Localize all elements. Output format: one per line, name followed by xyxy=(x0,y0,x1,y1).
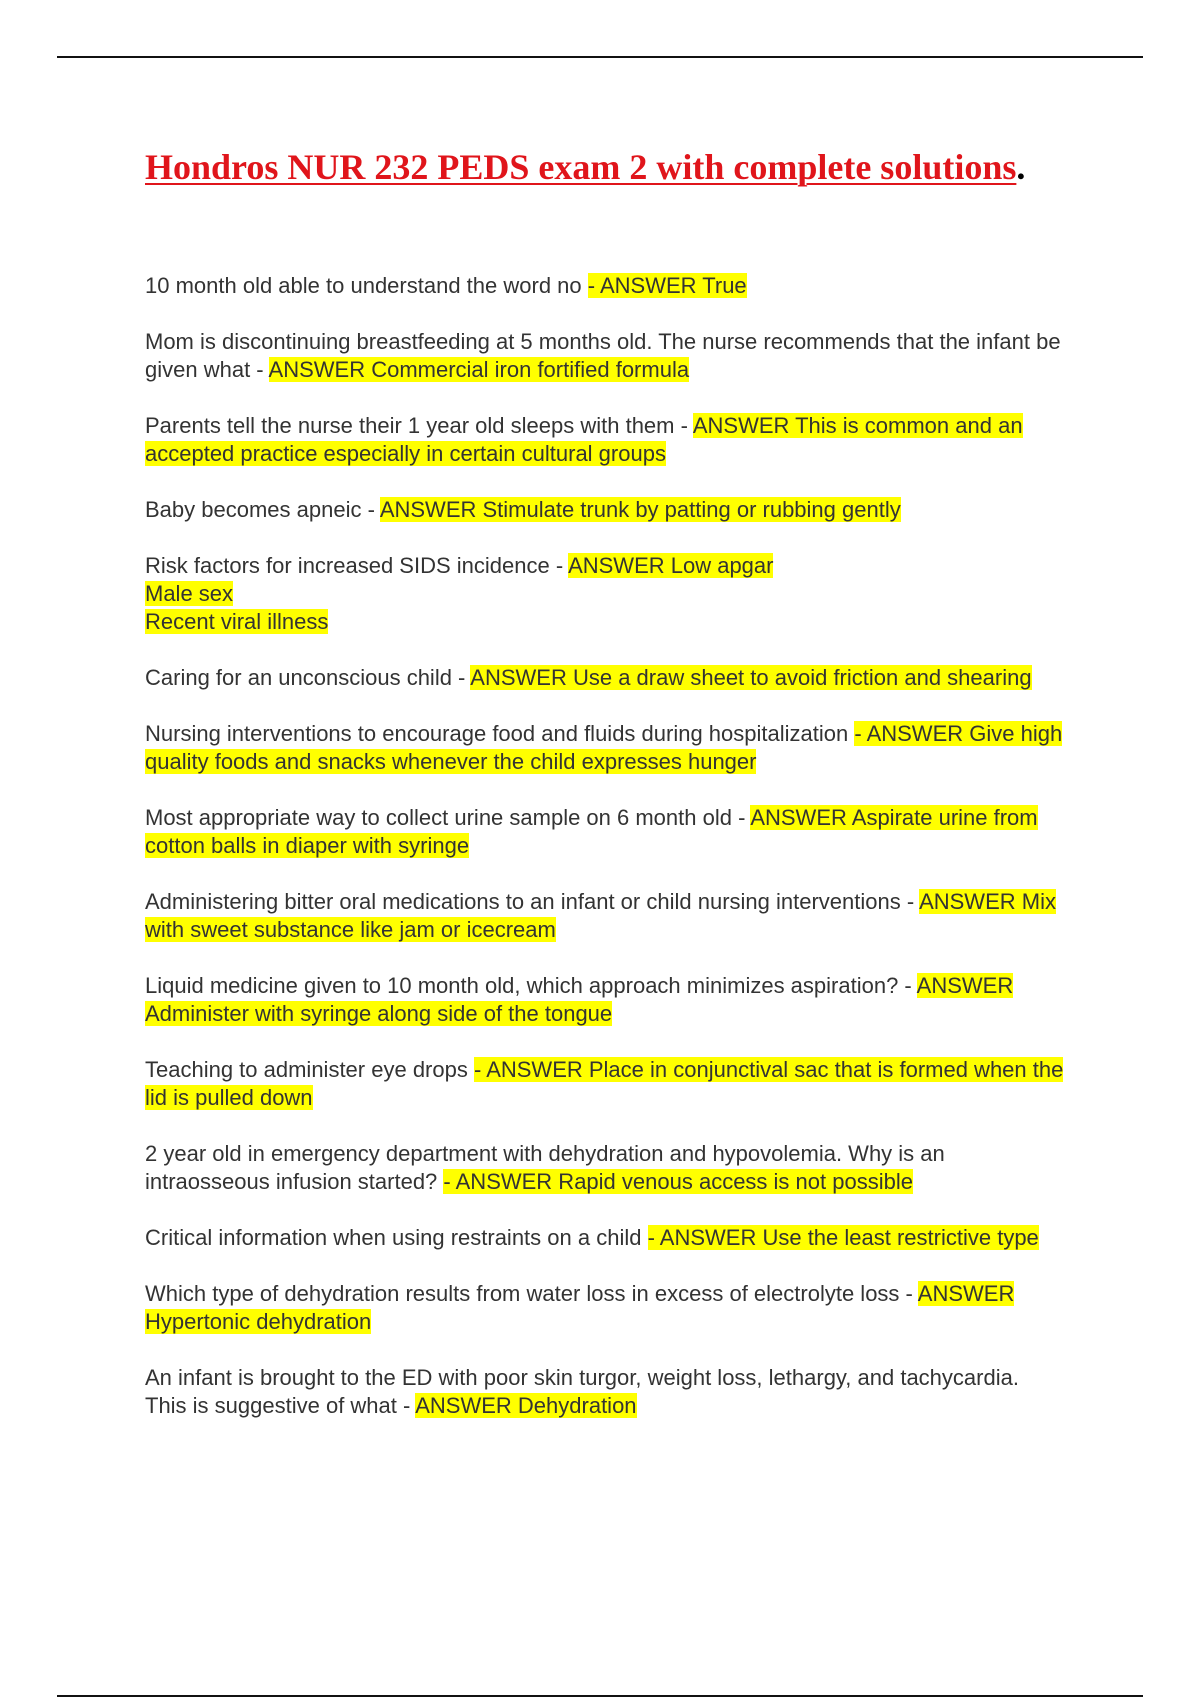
answer-highlight: - ANSWER Rapid venous access is not possible xyxy=(443,1169,913,1194)
question-text: Risk factors for increased SIDS incidence - xyxy=(145,553,569,578)
qa-item-14 xyxy=(145,1280,1065,1336)
answer-highlight: - ANSWER Use the least restrictive type xyxy=(647,1225,1039,1250)
question-text: Administering bitter oral medications to an infant or child nursing interventions - xyxy=(145,889,920,914)
question-text: Parents tell the nurse their 1 year old sleeps with them - xyxy=(145,413,693,438)
qa-item-15 xyxy=(145,1364,1065,1420)
document-title-period: . xyxy=(1016,147,1026,187)
answer-highlight: ANSWER Commercial iron fortified formula xyxy=(268,357,690,382)
answer-highlight: ANSWER Hypertonic dehydration xyxy=(145,1281,1015,1334)
question-text: Mom is discontinuing breastfeeding at 5 months old. The nurse recommends that the infant be given what - xyxy=(145,329,1061,382)
question-text: Which type of dehydration results from water loss in excess of electrolyte loss - xyxy=(145,1281,918,1306)
answer-highlight: ANSWER Mix with sweet substance like jam or icecream xyxy=(145,889,1056,942)
qa-item-2 xyxy=(145,328,1065,384)
answer-highlight: ANSWER This is common and an accepted practice especially in certain cultural groups xyxy=(145,413,1023,466)
question-text: Baby becomes apneic - xyxy=(145,497,380,522)
qa-item-12 xyxy=(145,1140,1065,1196)
qa-item-11 xyxy=(145,1056,1065,1112)
answer-highlight: - ANSWER True xyxy=(587,273,747,298)
question-text: Most appropriate way to collect urine sample on 6 month old - xyxy=(145,805,751,830)
question-text: 2 year old in emergency department with dehydration and hypovolemia. Why is an intraosseous infusion started? xyxy=(145,1141,945,1194)
qa-item-6 xyxy=(145,664,1065,692)
document-title xyxy=(145,146,1065,188)
qa-item-10 xyxy=(145,972,1065,1028)
question-text: Nursing interventions to encourage food and fluids during hospitalization xyxy=(145,721,855,746)
qa-item-9 xyxy=(145,888,1065,944)
qa-item-7 xyxy=(145,720,1065,776)
answer-highlight: ANSWER Use a draw sheet to avoid friction and shearing xyxy=(470,665,1032,690)
top-rule xyxy=(57,56,1143,58)
qa-item-13 xyxy=(145,1224,1065,1252)
qa-item-5 xyxy=(145,552,1065,636)
answer-highlight: ANSWER Low apgar Male sex Recent viral illness xyxy=(145,553,774,634)
answer-highlight: - ANSWER Give high quality foods and snacks whenever the child expresses hunger xyxy=(145,721,1063,774)
document-page xyxy=(145,146,1065,1448)
question-text: Liquid medicine given to 10 month old, which approach minimizes aspiration? - xyxy=(145,973,917,998)
qa-item-4 xyxy=(145,496,1065,524)
answer-highlight: ANSWER Stimulate trunk by patting or rubbing gently xyxy=(379,497,901,522)
qa-item-3 xyxy=(145,412,1065,468)
bottom-rule xyxy=(57,1695,1143,1697)
question-text: Critical information when using restraints on a child xyxy=(145,1225,648,1250)
document-title-text: Hondros NUR 232 PEDS exam 2 with complete solutions xyxy=(145,147,1017,187)
qa-item-1 xyxy=(145,272,1065,300)
question-text: Teaching to administer eye drops xyxy=(145,1057,474,1082)
answer-highlight: ANSWER Dehydration xyxy=(415,1393,637,1418)
answer-highlight: - ANSWER Place in conjunctival sac that is formed when the lid is pulled down xyxy=(145,1057,1064,1110)
answer-highlight: ANSWER Aspirate urine from cotton balls in diaper with syringe xyxy=(145,805,1038,858)
question-text: 10 month old able to understand the word no xyxy=(145,273,588,298)
qa-list xyxy=(145,272,1065,1420)
qa-item-8 xyxy=(145,804,1065,860)
answer-highlight: ANSWER Administer with syringe along side of the tongue xyxy=(145,973,1014,1026)
question-text: An infant is brought to the ED with poor skin turgor, weight loss, lethargy, and tachycardia. This is suggestive of what - xyxy=(145,1365,1019,1418)
question-text: Caring for an unconscious child - xyxy=(145,665,471,690)
